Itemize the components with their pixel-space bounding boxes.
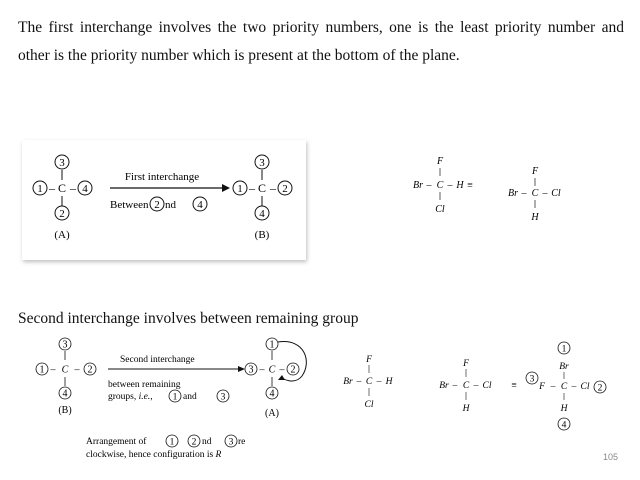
group-3: 3 [59, 157, 65, 169]
svg-text:2: 2 [191, 437, 197, 448]
svg-text:–: – [70, 181, 76, 195]
svg-text:2: 2 [154, 199, 160, 211]
fischer-3 [343, 355, 393, 410]
svg-text:3: 3 [259, 157, 265, 169]
svg-text:C: C [531, 188, 539, 199]
fischer-4 [439, 359, 516, 414]
svg-text:3: 3 [248, 364, 254, 376]
svg-text:(A): (A) [265, 408, 279, 419]
svg-text:H: H [560, 404, 568, 414]
label-b: (B) [254, 229, 270, 241]
svg-text:Br: Br [508, 188, 518, 199]
svg-text:1: 1 [269, 339, 275, 351]
svg-text:Cl: Cl [580, 382, 590, 392]
svg-text:–: – [473, 381, 479, 391]
svg-text:clockwise, hence configuration: clockwise, hence configuration is R [86, 450, 222, 460]
fischer-top-right [400, 150, 580, 230]
svg-text:between remaining: between remaining [108, 380, 181, 390]
svg-text:–: – [542, 188, 548, 199]
svg-text:1: 1 [172, 392, 178, 403]
svg-text:nd: nd [202, 437, 212, 447]
svg-text:–: – [550, 382, 556, 392]
svg-text:groups, i.e.,: groups, i.e., [108, 392, 153, 402]
svg-text:2: 2 [290, 364, 296, 376]
svg-text:–: – [571, 382, 577, 392]
svg-text:3: 3 [62, 339, 68, 351]
svg-text:4: 4 [197, 199, 203, 211]
svg-text:Cl: Cl [435, 204, 445, 215]
paragraph-second-interchange: Second interchange involves between remaining group [18, 310, 359, 327]
svg-text:3: 3 [220, 392, 226, 403]
svg-text:3: 3 [228, 437, 234, 448]
svg-text:C: C [365, 377, 373, 387]
arrow-label: First interchange [124, 171, 200, 183]
carbon: C [57, 181, 67, 195]
group-4: 4 [82, 183, 88, 195]
svg-text:Cl: Cl [551, 188, 561, 199]
fischer-1 [413, 156, 473, 215]
arrow2-label: Second interchange [120, 355, 195, 365]
svg-text:4: 4 [259, 208, 265, 220]
svg-text:–: – [447, 180, 453, 191]
svg-text:(B): (B) [58, 405, 72, 416]
svg-text:C: C [257, 181, 267, 195]
fischer-2 [508, 166, 561, 223]
svg-text:4: 4 [561, 420, 567, 431]
svg-text:–: – [426, 180, 432, 191]
fischer-5 [526, 342, 606, 431]
svg-text:Br: Br [439, 381, 449, 391]
svg-text:C: C [61, 364, 69, 376]
svg-text:3: 3 [529, 374, 535, 385]
svg-text:Br: Br [559, 362, 569, 372]
svg-text:–: – [50, 364, 56, 376]
svg-text:C: C [560, 382, 568, 392]
svg-text:F: F [366, 355, 372, 365]
svg-text:–: – [356, 377, 362, 387]
svg-text:–: – [49, 181, 55, 195]
svg-text:and: and [183, 392, 197, 402]
svg-text:–: – [452, 381, 458, 391]
svg-text:C: C [268, 364, 276, 376]
svg-text:F: F [531, 166, 539, 177]
svg-text:re: re [238, 437, 246, 447]
paragraph-first-interchange: The first interchange involves the two priority numbers, one is the least priority number and other is the priority number which is present at the bottom of the plane. [18, 19, 624, 64]
svg-text:≡: ≡ [466, 180, 474, 191]
svg-text:nd: nd [165, 199, 176, 211]
structure-a2 [245, 338, 306, 419]
figure-first-interchange [22, 140, 306, 260]
structure-a [33, 155, 92, 241]
svg-text:–: – [279, 364, 285, 376]
structure-b2 [36, 338, 96, 416]
svg-text:C: C [462, 381, 470, 391]
svg-text:H: H [531, 212, 539, 223]
svg-text:4: 4 [269, 388, 275, 400]
svg-text:F: F [539, 382, 545, 392]
page-number: 105 [602, 452, 618, 462]
svg-text:2: 2 [282, 183, 288, 195]
figure1-svg [22, 140, 306, 260]
svg-text:–: – [259, 364, 265, 376]
svg-text:1: 1 [561, 344, 567, 355]
svg-text:–: – [376, 377, 382, 387]
svg-text:–: – [74, 364, 80, 376]
svg-text:Br: Br [413, 180, 423, 191]
svg-text:–: – [270, 181, 276, 195]
svg-text:2: 2 [87, 364, 93, 376]
group-1: 1 [37, 183, 43, 195]
svg-text:–: – [521, 188, 527, 199]
svg-text:F: F [463, 359, 469, 369]
figure-second-interchange [20, 332, 620, 472]
svg-text:H: H [462, 404, 470, 414]
svg-text:1: 1 [39, 364, 45, 376]
svg-text:Br: Br [343, 377, 353, 387]
svg-text:Between: Between [110, 199, 149, 211]
svg-text:2: 2 [597, 383, 603, 394]
group-2: 2 [59, 208, 65, 220]
svg-text:≡: ≡ [511, 381, 517, 391]
structure-b [233, 155, 292, 241]
svg-text:1: 1 [237, 183, 243, 195]
svg-text:–: – [249, 181, 255, 195]
label-a: (A) [54, 229, 70, 241]
svg-text:Arrangement of: Arrangement of [86, 437, 147, 447]
svg-text:F: F [436, 156, 444, 167]
svg-text:Cl: Cl [482, 381, 492, 391]
svg-text:H: H [385, 377, 393, 387]
svg-text:H: H [456, 180, 464, 191]
svg-text:4: 4 [62, 388, 68, 400]
svg-text:Cl: Cl [364, 400, 374, 410]
svg-text:C: C [436, 180, 444, 191]
svg-text:1: 1 [169, 437, 175, 448]
